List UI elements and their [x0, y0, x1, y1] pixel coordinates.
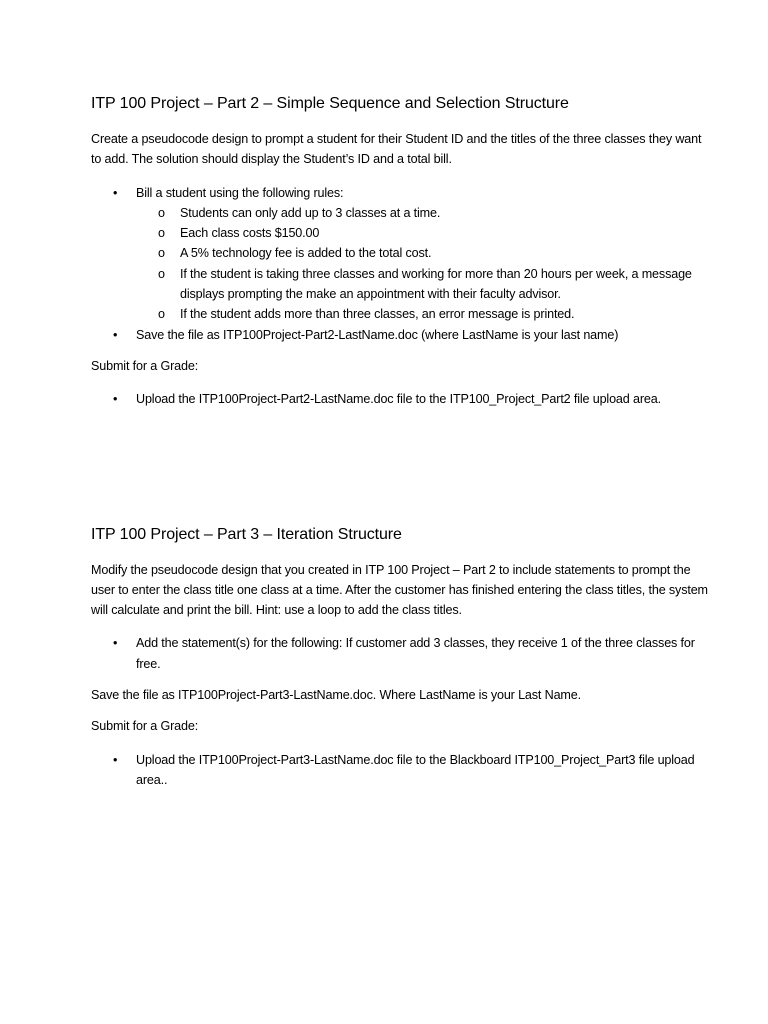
part3-submit-heading: Submit for a Grade: — [91, 719, 199, 734]
part2-intro: Create a pseudocode design to prompt a student for their Student ID and the titles of the three classes they want to add. The solution should display the Student’s ID and a total bill. — [91, 132, 702, 167]
part3-submit-list — [91, 750, 708, 791]
bill-rule-item — [91, 183, 708, 325]
part3-statement-list — [91, 633, 708, 674]
rule-item: o Students can only add up to 3 classes at a time. — [91, 203, 708, 223]
part2-title: ITP 100 Project – Part 2 – Simple Sequence and Selection Structure — [91, 95, 569, 112]
bill-rule-heading: Bill a student using the following rules: — [136, 185, 344, 200]
part3-save-instruction: Save the file as ITP100Project-Part3-LastName.doc. Where LastName is your Last Name. — [91, 688, 581, 703]
part2-submit-heading: Submit for a Grade: — [91, 358, 199, 373]
part3-submit-item: • Upload the ITP100Project-Part3-LastName.doc file to the Blackboard ITP100_Project_Part3 file upload area.. — [91, 750, 708, 791]
part2-submit-item: • Upload the ITP100Project-Part2-LastName.doc file to the ITP100_Project_Part2 file upload area. — [91, 389, 708, 409]
rule-item: o A 5% technology fee is added to the total cost. — [91, 243, 708, 263]
part3-intro: Modify the pseudocode design that you created in ITP 100 Project – Part 2 to include statements to prompt the user to enter the class title one class at a time. After the customer has finished entering the class titles, the system will calculate and print the bill. Hint: use a loop to add the class titles. — [91, 562, 708, 618]
rules-list — [136, 203, 708, 325]
part3-statement-item: • Add the statement(s) for the following: If customer add 3 classes, they receive 1 of the three classes for free. — [91, 633, 708, 674]
part2-save-item: • Save the file as ITP100Project-Part2-LastName.doc (where LastName is your last name) — [91, 325, 708, 345]
part2-submit-list — [91, 389, 708, 409]
rule-item: o If the student is taking three classes and working for more than 20 hours per week, a message displays prompting the make an appointment with their faculty advisor. — [91, 264, 708, 305]
rule-item: o If the student adds more than three classes, an error message is printed. — [91, 304, 708, 324]
part2-bullet-list — [91, 183, 708, 345]
rule-item: o Each class costs $150.00 — [91, 223, 708, 243]
part3-title: ITP 100 Project – Part 3 – Iteration Structure — [91, 525, 402, 543]
